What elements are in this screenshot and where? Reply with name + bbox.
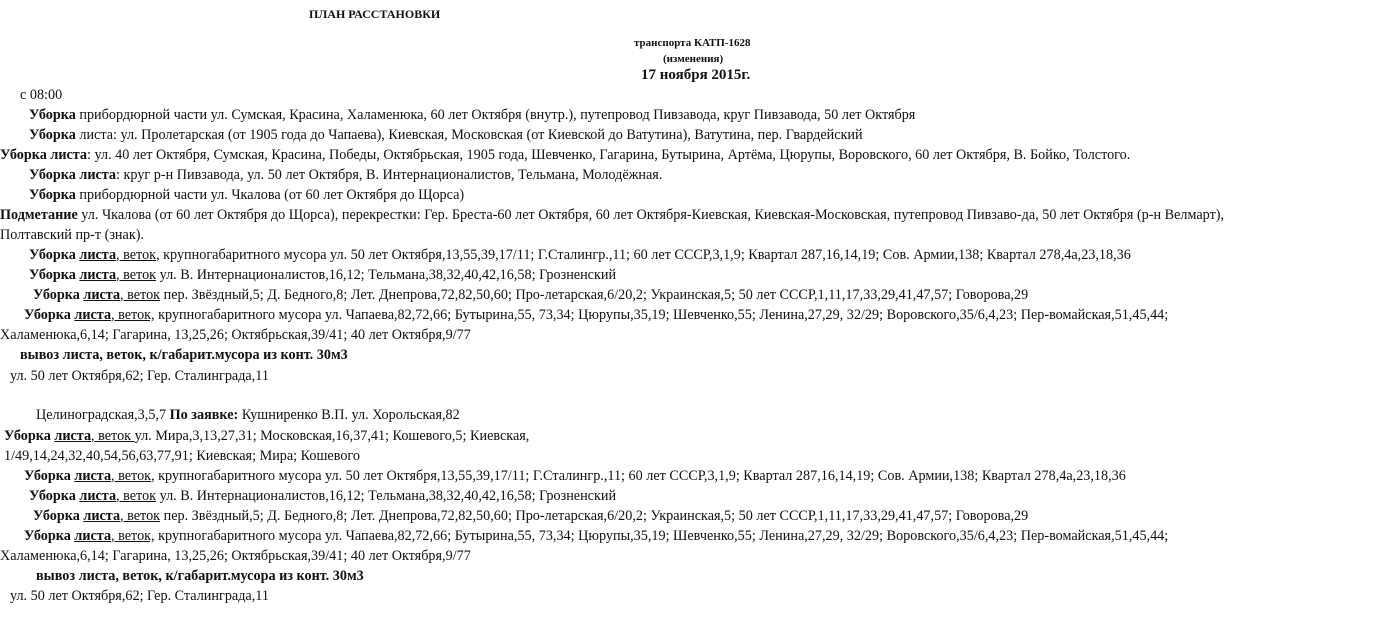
text-line bbox=[20, 86, 62, 104]
text-segment: листа bbox=[74, 468, 112, 484]
text-segment: пер. Звёздный,5; Д. Бедного,8; Лет. Днепрова,72,82,50,60; Про-летарская,6/20,2; Украинская,5; 50 лет СССР,1,11,17,33,29,41,47,57; Говорова,29 bbox=[160, 287, 1029, 303]
text-segment: листа bbox=[83, 287, 121, 303]
text-segment: вывоз листа, веток, к/габарит.мусора из конт. 30м3 bbox=[36, 568, 364, 584]
text-segment: , веток, bbox=[111, 528, 155, 544]
text-segment: ул. 50 лет Октября,62; Гер. Сталинграда,11 bbox=[10, 368, 269, 384]
text-line bbox=[10, 367, 269, 385]
document-note: (изменения) bbox=[663, 53, 724, 65]
text-segment: Полтавский пр-т (знак). bbox=[0, 227, 144, 243]
text-segment: , веток bbox=[91, 428, 135, 444]
text-segment: ул. Чкалова (от 60 лет Октября до Щорса), перекрестки: Гер. Бреста-60 лет Октября, 60 лет Октября-Киевская, Киевская-Московская, путепровод Пивзаво-да, 50 лет Октября (р-н Велмарт), bbox=[77, 207, 1225, 223]
text-segment: листа bbox=[79, 488, 117, 504]
text-segment: Халаменюка,6,14; Гагарина, 13,25,26; Октябрьская,39/41; 40 лет Октября,9/77 bbox=[0, 327, 471, 343]
text-segment: Целиноградская,3,5,7 bbox=[36, 407, 170, 423]
text-segment: листа bbox=[79, 267, 117, 283]
text-segment: Уборка bbox=[29, 187, 76, 203]
text-line bbox=[0, 326, 471, 344]
text-line bbox=[29, 246, 1131, 264]
text-line bbox=[24, 467, 1126, 485]
text-segment: Уборка bbox=[24, 528, 75, 544]
text-segment: Уборка bbox=[29, 488, 80, 504]
text-segment: вывоз листа, веток, к/габарит.мусора из конт. 30м3 bbox=[20, 347, 348, 363]
text-line bbox=[33, 286, 1028, 304]
text-segment: : круг р-н Пивзавода, ул. 50 лет Октября, В. Интернационалистов, Тельмана, Молодёжная. bbox=[116, 167, 663, 183]
text-segment: Уборка bbox=[24, 468, 75, 484]
text-line bbox=[4, 447, 360, 465]
text-line bbox=[29, 266, 616, 284]
text-line bbox=[24, 527, 1168, 545]
document-date: 17 ноября 2015г. bbox=[641, 67, 751, 83]
text-segment: Уборка bbox=[24, 307, 75, 323]
text-segment: , веток bbox=[111, 468, 152, 484]
text-segment: , веток bbox=[116, 488, 157, 504]
text-segment: листа bbox=[74, 528, 112, 544]
text-segment: прибордюрной части ул. Чкалова (от 60 лет Октября до Щорса) bbox=[75, 187, 465, 203]
text-line bbox=[29, 166, 662, 184]
text-line bbox=[29, 126, 863, 144]
text-line bbox=[4, 427, 529, 445]
text-segment: 1/49,14,24,32,40,54,56,63,77,91; Киевская; Мира; Кошевого bbox=[4, 448, 360, 464]
text-line bbox=[20, 346, 348, 364]
text-segment: листа bbox=[54, 428, 92, 444]
text-segment: листа bbox=[74, 307, 112, 323]
document-title: ПЛАН РАССТАНОВКИ bbox=[309, 7, 441, 21]
text-segment: Уборка bbox=[29, 247, 80, 263]
text-line bbox=[29, 106, 915, 124]
text-segment: , веток bbox=[116, 267, 157, 283]
text-segment: листа bbox=[83, 508, 121, 524]
text-segment: Уборка bbox=[29, 107, 76, 123]
text-line bbox=[29, 186, 464, 204]
text-segment: Уборка bbox=[4, 428, 55, 444]
text-segment: ул. Мира,3,13,27,31; Московская,16,37,41; Кошевого,5; Киевская, bbox=[134, 428, 530, 444]
text-segment: Уборка листа bbox=[29, 167, 117, 183]
text-line bbox=[29, 487, 616, 505]
text-segment: ул. В. Интернационалистов,16,12; Тельмана,38,32,40,42,16,58; Грозненский bbox=[156, 488, 617, 504]
text-segment: ул. 50 лет Октября,62; Гер. Сталинграда,11 bbox=[10, 588, 269, 604]
text-line bbox=[36, 567, 364, 585]
text-segment: , веток, bbox=[111, 307, 155, 323]
text-segment: Уборка bbox=[29, 127, 76, 143]
text-segment: Кушниренко В.П. ул. Хорольская,82 bbox=[238, 407, 460, 423]
text-segment: , веток bbox=[116, 247, 157, 263]
text-line bbox=[0, 226, 144, 244]
text-segment: крупногабаритного мусора ул. Чапаева,82,72,66; Бутырина,55, 73,34; Цюрупы,35,19; Шевченко,55; Ленина,27,29, 32/29; Воровского,35/6,4,23; Пер-вомайская,51,45,44; bbox=[154, 307, 1169, 323]
document-subtitle: транспорта КАТП-1628 bbox=[634, 37, 751, 49]
text-segment: Уборка bbox=[33, 287, 84, 303]
text-line bbox=[36, 406, 460, 424]
text-segment: , веток bbox=[120, 508, 161, 524]
text-segment: Уборка bbox=[33, 508, 84, 524]
text-segment: крупногабаритного мусора ул. Чапаева,82,72,66; Бутырина,55, 73,34; Цюрупы,35,19; Шевченко,55; Ленина,27,29, 32/29; Воровского,35/6,4,23; Пер-вомайская,51,45,44; bbox=[154, 528, 1169, 544]
text-segment: , крупногабаритного мусора ул. 50 лет Октября,13,55,39,17/11; Г.Сталингр.,11; 60 лет СССР,3,1,9; Квартал 287,16,14,19; Сов. Армии,138; Квартал 278,4а,23,18,36 bbox=[151, 468, 1126, 484]
text-segment: Подметание bbox=[0, 207, 78, 223]
text-segment: Уборка bbox=[29, 267, 80, 283]
text-segment: листа: ул. Пролетарская (от 1905 года до Чапаева), Киевская, Московская (от Киевской до Ватутина), Ватутина, пер. Гвардейский bbox=[75, 127, 863, 143]
text-segment: : ул. 40 лет Октября, Сумская, Красина, Победы, Октябрьская, 1905 года, Шевченко, Гагарина, Бутырина, Артёма, Цюрупы, Воровского, 60 лет Октября, В. Бойко, Толстого. bbox=[87, 147, 1131, 163]
text-line bbox=[10, 587, 269, 605]
text-line bbox=[24, 306, 1168, 324]
text-segment: Халаменюка,6,14; Гагарина, 13,25,26; Октябрьская,39/41; 40 лет Октября,9/77 bbox=[0, 548, 471, 564]
text-line bbox=[0, 206, 1224, 224]
text-segment: прибордюрной части ул. Сумская, Красина, Халаменюка, 60 лет Октября (внутр.), путепровод Пивзавода, круг Пивзавода, 50 лет Октября bbox=[75, 107, 916, 123]
text-segment: Уборка листа bbox=[0, 147, 88, 163]
text-segment: , веток bbox=[120, 287, 161, 303]
text-segment: листа bbox=[79, 247, 117, 263]
text-segment: , крупногабаритного мусора ул. 50 лет Октября,13,55,39,17/11; Г.Сталингр.,11; 60 лет СССР,3,1,9; Квартал 287,16,14,19; Сов. Армии,138; Квартал 278,4а,23,18,36 bbox=[156, 247, 1131, 263]
text-segment: По заявке: bbox=[169, 407, 239, 423]
text-line bbox=[0, 146, 1130, 164]
text-segment: ул. В. Интернационалистов,16,12; Тельмана,38,32,40,42,16,58; Грозненский bbox=[156, 267, 617, 283]
text-segment: с 08:00 bbox=[20, 87, 63, 103]
text-line bbox=[0, 547, 471, 565]
text-line bbox=[33, 507, 1028, 525]
text-segment: пер. Звёздный,5; Д. Бедного,8; Лет. Днепрова,72,82,50,60; Про-летарская,6/20,2; Украинская,5; 50 лет СССР,1,11,17,33,29,41,47,57; Говорова,29 bbox=[160, 508, 1029, 524]
